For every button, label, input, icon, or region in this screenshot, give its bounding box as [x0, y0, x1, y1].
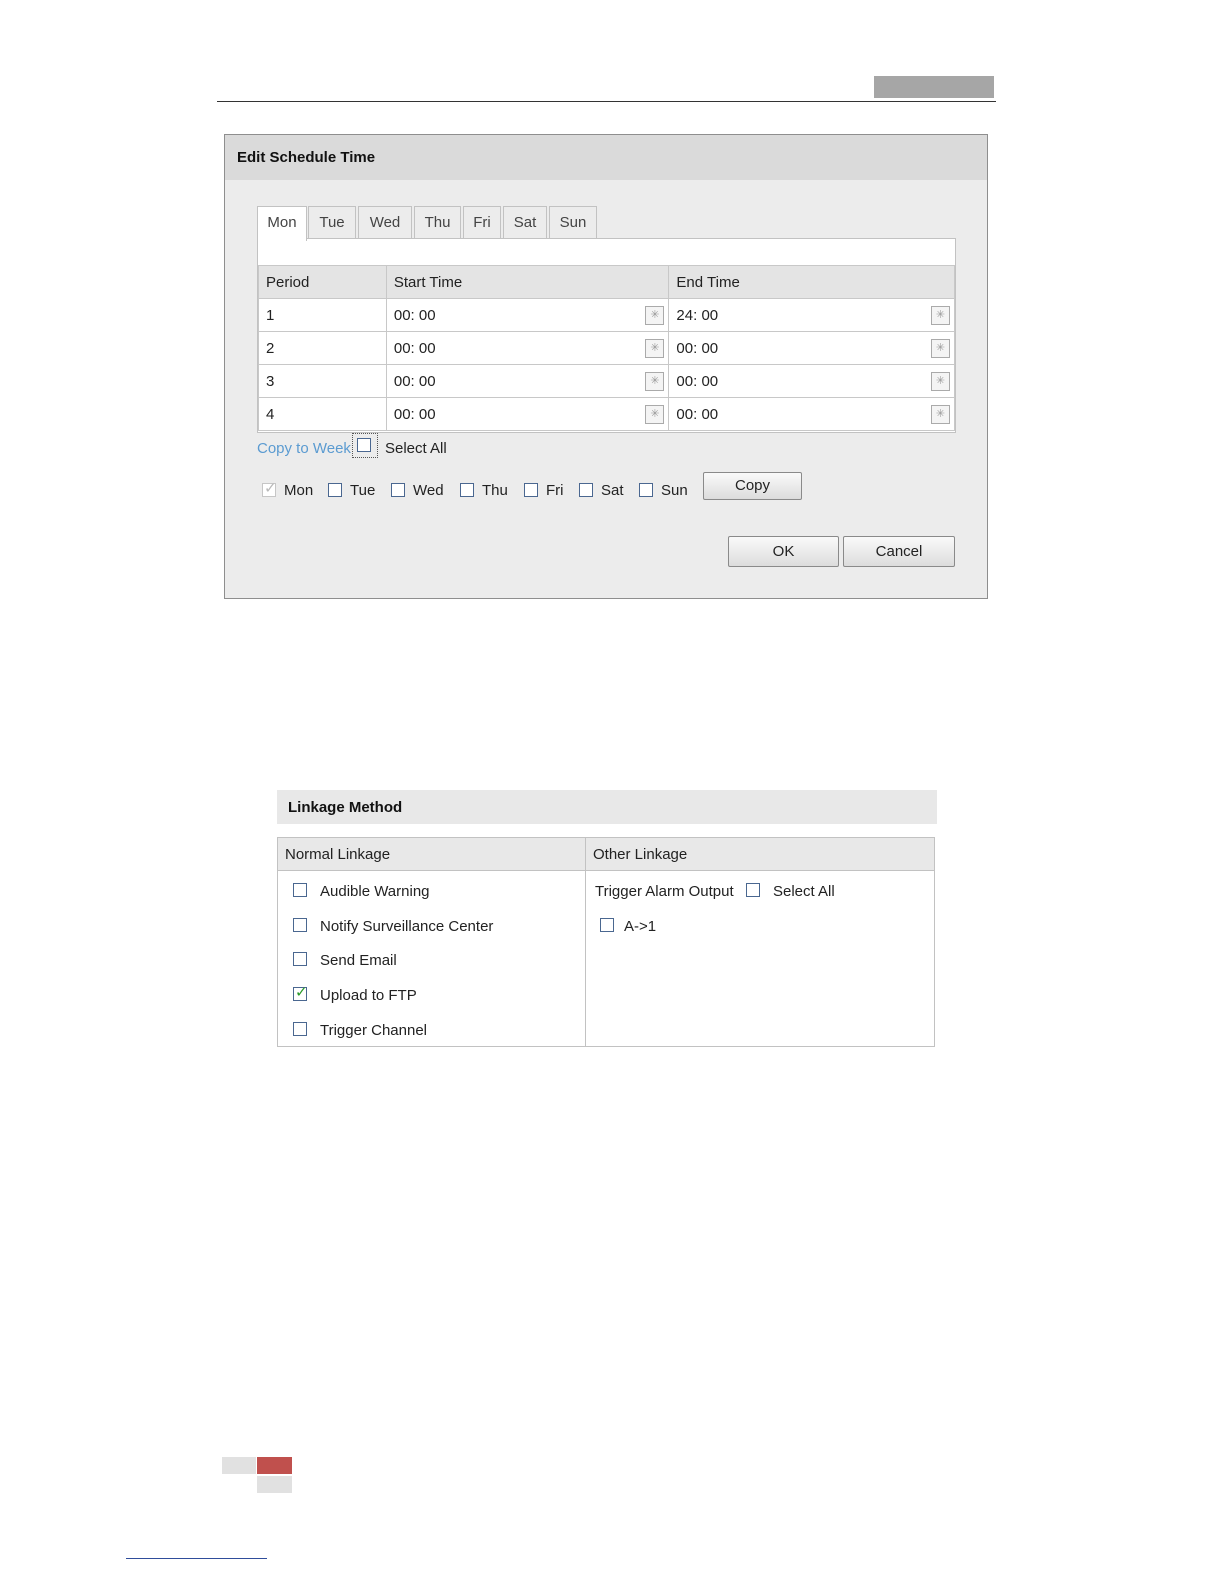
linkage-method-header [277, 790, 937, 824]
day-label: Wed [413, 482, 444, 499]
schedule-header-row [259, 266, 955, 299]
column-divider [585, 838, 586, 1046]
day-checkbox-thu[interactable] [460, 482, 508, 499]
option-label: A->1 [624, 918, 657, 935]
clock-icon[interactable]: ✳ [931, 405, 950, 424]
end-time-field[interactable] [669, 332, 955, 365]
alarm-output-a1-option[interactable] [600, 918, 656, 935]
select-all-days-label: Select All [385, 440, 447, 457]
day-label: Mon [284, 482, 314, 499]
end-time-value[interactable]: 00: 00 [676, 372, 719, 390]
start-time-field[interactable] [386, 398, 669, 431]
footer-block [222, 1457, 256, 1474]
footer-block [257, 1476, 292, 1493]
clock-icon[interactable]: ✳ [931, 339, 950, 358]
notify-surveillance-center-option[interactable] [293, 918, 493, 935]
option-label: Trigger Channel [320, 1022, 427, 1039]
select-all-alarm-outputs-label: Select All [773, 883, 835, 900]
period-cell: 4 [259, 398, 387, 431]
select-all-days-checkbox[interactable] [357, 438, 371, 452]
end-time-field[interactable] [669, 299, 955, 332]
start-time-value[interactable]: 00: 00 [393, 372, 436, 390]
dialog-titlebar [225, 135, 987, 180]
option-label: Upload to FTP [320, 987, 417, 1004]
checkbox-fri[interactable] [524, 483, 538, 497]
day-checkbox-fri[interactable] [524, 482, 564, 499]
period-cell: 3 [259, 365, 387, 398]
trigger-channel-option[interactable] [293, 1022, 427, 1039]
option-label: Audible Warning [320, 883, 430, 900]
upload-to-ftp-checkbox[interactable] [293, 987, 307, 1001]
day-checkbox-mon[interactable] [262, 482, 313, 499]
select-all-alarm-outputs-checkbox[interactable] [746, 883, 760, 897]
day-label: Sat [601, 482, 624, 499]
checkbox-thu[interactable] [460, 483, 474, 497]
start-time-value[interactable]: 00: 00 [393, 405, 436, 423]
schedule-table [258, 265, 955, 431]
header-rule [217, 101, 996, 102]
day-checkbox-sat[interactable] [579, 482, 624, 499]
send-email-checkbox[interactable] [293, 952, 307, 966]
start-time-field[interactable] [386, 332, 669, 365]
tab-fri[interactable]: Fri [463, 206, 501, 239]
tab-wed[interactable]: Wed [358, 206, 412, 239]
clock-icon[interactable]: ✳ [645, 339, 664, 358]
dialog-title: Edit Schedule Time [237, 149, 376, 166]
audible-warning-checkbox[interactable] [293, 883, 307, 897]
tab-thu[interactable]: Thu [414, 206, 461, 239]
day-checkbox-sun[interactable] [639, 482, 688, 499]
clock-icon[interactable]: ✳ [645, 405, 664, 424]
start-time-field[interactable] [386, 299, 669, 332]
period-cell: 1 [259, 299, 387, 332]
alarm-output-a1-checkbox[interactable] [600, 918, 614, 932]
option-label: Notify Surveillance Center [320, 918, 494, 935]
cancel-button[interactable]: Cancel [843, 536, 955, 567]
start-time-value[interactable]: 00: 00 [393, 306, 436, 324]
end-time-value[interactable]: 00: 00 [676, 339, 719, 357]
normal-linkage-header: Normal Linkage [278, 838, 585, 871]
tab-sun[interactable]: Sun [549, 206, 597, 239]
upload-to-ftp-option[interactable] [293, 987, 417, 1004]
col-start-time: Start Time [386, 266, 669, 299]
checkbox-wed[interactable] [391, 483, 405, 497]
edit-schedule-dialog [224, 134, 988, 599]
day-label: Fri [546, 482, 564, 499]
table-row [259, 365, 955, 398]
checkbox-sun[interactable] [639, 483, 653, 497]
footer-page-marker [257, 1457, 292, 1474]
send-email-option[interactable] [293, 952, 397, 969]
end-time-field[interactable] [669, 365, 955, 398]
day-label: Thu [482, 482, 508, 499]
end-time-field[interactable] [669, 398, 955, 431]
copy-button[interactable]: Copy [703, 472, 802, 500]
col-period: Period [259, 266, 387, 299]
checkbox-sat[interactable] [579, 483, 593, 497]
day-label: Sun [661, 482, 688, 499]
clock-icon[interactable]: ✳ [645, 306, 664, 325]
end-time-value[interactable]: 24: 00 [676, 306, 719, 324]
start-time-value[interactable]: 00: 00 [393, 339, 436, 357]
linkage-method-title: Linkage Method [288, 799, 403, 816]
trigger-alarm-output-label: Trigger Alarm Output [595, 883, 734, 900]
tab-tue[interactable]: Tue [308, 206, 356, 239]
day-label: Tue [350, 482, 376, 499]
ok-button[interactable]: OK [728, 536, 839, 567]
option-label: Send Email [320, 952, 397, 969]
table-row [259, 332, 955, 365]
day-checkbox-wed[interactable] [391, 482, 444, 499]
footer-rule [126, 1558, 267, 1559]
clock-icon[interactable]: ✳ [931, 306, 950, 325]
tab-sat[interactable]: Sat [503, 206, 547, 239]
day-checkbox-tue[interactable] [328, 482, 375, 499]
notify-surveillance-center-checkbox[interactable] [293, 918, 307, 932]
table-row [259, 299, 955, 332]
audible-warning-option[interactable] [293, 883, 430, 900]
col-end-time: End Time [669, 266, 955, 299]
copy-to-week-link[interactable]: Copy to Week [257, 440, 351, 457]
clock-icon[interactable]: ✳ [645, 372, 664, 391]
linkage-table [277, 837, 935, 1047]
other-linkage-header: Other Linkage [586, 838, 934, 871]
header-tab-block [874, 76, 994, 98]
tab-mon[interactable]: Mon [257, 206, 307, 241]
checkbox-mon[interactable] [262, 483, 276, 497]
clock-icon[interactable]: ✳ [931, 372, 950, 391]
start-time-field[interactable] [386, 365, 669, 398]
end-time-value[interactable]: 00: 00 [676, 405, 719, 423]
checkbox-tue[interactable] [328, 483, 342, 497]
table-row [259, 398, 955, 431]
schedule-panel [257, 238, 956, 433]
trigger-channel-checkbox[interactable] [293, 1022, 307, 1036]
period-cell: 2 [259, 332, 387, 365]
